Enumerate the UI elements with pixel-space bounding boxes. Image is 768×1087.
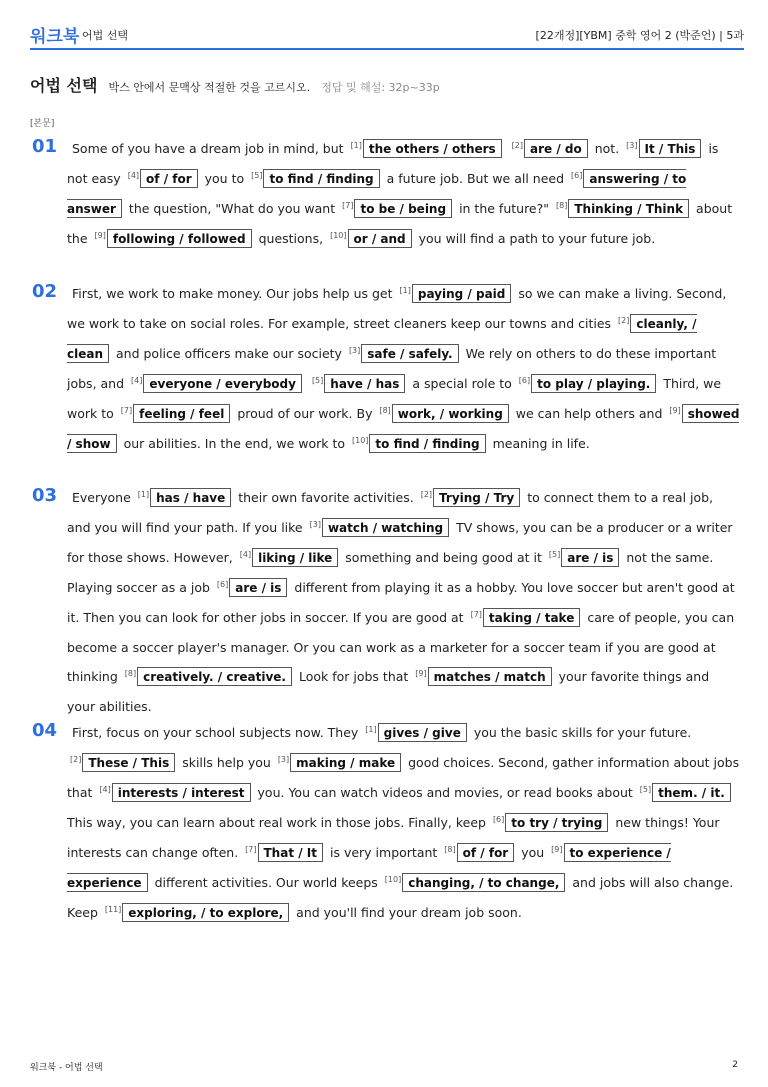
choice-box[interactable]: or / and <box>348 229 412 248</box>
instruction-text: 박스 안에서 문맥상 적절한 것을 고르시오. <box>108 81 311 94</box>
passage-text-run: your favorite things and your abilities. <box>67 669 710 714</box>
choice-blank[interactable] <box>128 376 305 391</box>
choice-blank[interactable] <box>275 755 404 770</box>
passage-text <box>67 279 740 459</box>
passage-number: 01 <box>32 136 58 157</box>
passage-text-run: you <box>521 845 545 860</box>
passage-text-run: Look for jobs that <box>298 669 409 684</box>
choice-blank[interactable] <box>118 406 234 421</box>
choice-blank[interactable] <box>441 845 517 860</box>
blank-number: [3] <box>626 141 638 150</box>
blank-number: [11] <box>104 905 122 914</box>
passage-text-run: to connect them to a real job, and you will find your path. If you like <box>67 490 714 535</box>
passage-text-run: Third, we work to <box>67 376 722 421</box>
answer-reference: 정답 및 해설: 32p~33p <box>321 81 440 94</box>
choice-box[interactable]: them. / it. <box>652 783 731 802</box>
footer-title: 워크북 - 어법 선택 <box>30 1063 103 1073</box>
choice-box[interactable]: Thinking / Think <box>568 199 689 218</box>
choice-box[interactable]: to play / playing. <box>531 374 656 393</box>
choice-box[interactable]: has / have <box>150 488 231 507</box>
passage-text-run: Some of you have a dream job in mind, but <box>72 141 344 156</box>
choice-box[interactable]: changing, / to change, <box>402 873 565 892</box>
passage-text-run: care of people, you can become a soccer player's manager. Or you can work as a marketer for a soccer team if you are good at thinking <box>67 610 735 684</box>
choice-blank[interactable] <box>516 376 660 391</box>
choice-box[interactable]: cleanly, / clean <box>67 314 697 363</box>
choice-box[interactable]: It / This <box>639 139 702 158</box>
passage-text-run: skills help you <box>182 755 271 770</box>
choice-blank[interactable] <box>242 845 326 860</box>
passage-text-run: their own favorite activities. <box>238 490 414 505</box>
choice-box[interactable]: are / is <box>561 548 619 567</box>
choice-box[interactable]: taking / take <box>483 608 580 627</box>
choice-blank[interactable] <box>468 610 584 625</box>
passage-text-run: you the basic skills for your future. <box>473 725 692 740</box>
blank-number: [4] <box>131 376 143 385</box>
blank-number: [2] <box>511 141 524 150</box>
blank-number: [9] <box>669 406 681 415</box>
blank-number: [2] <box>420 490 433 499</box>
blank-number: [6] <box>492 815 505 824</box>
blank-number: [5] <box>251 171 263 180</box>
blank-number: [9] <box>551 845 563 854</box>
blank-number: [4] <box>127 171 140 180</box>
blank-number: [5] <box>311 376 324 385</box>
choice-blank[interactable] <box>553 201 692 216</box>
passage-section-04 <box>28 718 740 928</box>
blank-number: [2] <box>70 755 82 764</box>
choice-box[interactable]: These / This <box>82 753 175 772</box>
choice-blank[interactable] <box>125 171 201 186</box>
choice-blank[interactable] <box>397 286 515 301</box>
blank-number: [7] <box>245 845 257 854</box>
passage-text-run: the question, "What do you want <box>128 201 336 216</box>
passage-section-02 <box>28 279 740 459</box>
passage-text <box>67 718 740 928</box>
choice-blank[interactable] <box>349 436 489 451</box>
choice-box[interactable]: watch / watching <box>322 518 449 537</box>
passage-text-run: is not easy <box>67 141 719 186</box>
choice-blank[interactable] <box>546 550 623 565</box>
choice-box[interactable]: everyone / everybody <box>143 374 302 393</box>
choice-box[interactable]: following / followed <box>107 229 252 248</box>
choice-box[interactable]: to find / finding <box>263 169 379 188</box>
choice-box[interactable]: interests / interest <box>112 783 251 802</box>
passage-text-run: We rely on others to do these important jobs, and <box>67 346 717 391</box>
page-number: 2 <box>732 1060 738 1070</box>
choice-box[interactable]: showed / show <box>67 404 739 453</box>
choice-blank[interactable] <box>92 231 255 246</box>
choice-box[interactable]: answering / to answer <box>67 169 686 218</box>
choice-blank[interactable] <box>327 231 415 246</box>
choice-blank[interactable] <box>135 490 234 505</box>
blank-number: [8] <box>124 669 137 678</box>
choice-blank[interactable] <box>362 725 470 740</box>
passage-text-run: is very important <box>330 845 438 860</box>
choice-box[interactable]: liking / like <box>252 548 338 567</box>
choice-box[interactable]: are / is <box>229 578 287 597</box>
choice-box[interactable]: the others / others <box>363 139 502 158</box>
passage-text-run: different from playing it as a hobby. You love soccer but aren't good at it. Then you can look for other jobs in soccer. If you are good at <box>67 580 735 625</box>
passage-number: 03 <box>32 485 58 506</box>
passage-text-run: and jobs will also change. Keep <box>67 875 734 920</box>
blank-number: [5] <box>548 550 561 559</box>
choice-box[interactable]: work, / working <box>392 404 509 423</box>
choice-blank[interactable] <box>412 669 554 684</box>
blank-number: [8] <box>379 406 391 415</box>
passage-section-01 <box>28 134 740 254</box>
passage-text-run: good choices. Second, gather information about jobs that <box>67 755 740 800</box>
passage-number: 02 <box>32 281 58 302</box>
choice-blank[interactable] <box>346 346 462 361</box>
passage-text-run: and you'll find your dream job soon. <box>296 905 522 920</box>
blank-number: [9] <box>415 669 427 678</box>
passage-text <box>67 134 740 254</box>
passage-text-run: This way, you can learn about real work in those jobs. Finally, keep <box>67 815 486 830</box>
passage-text-run: not the same. Playing soccer as a job <box>67 550 714 595</box>
passage-text-run: First, focus on your school subjects now. They <box>72 725 359 740</box>
choice-box[interactable]: gives / give <box>378 723 467 742</box>
choice-box[interactable]: paying / paid <box>412 284 512 303</box>
blank-number: [4] <box>99 785 111 794</box>
brand-title: 워크북 <box>30 27 80 47</box>
choice-blank[interactable] <box>307 520 452 535</box>
passage-text-run: Everyone <box>72 490 131 505</box>
choice-blank[interactable] <box>418 490 524 505</box>
choice-box[interactable]: feeling / feel <box>133 404 230 423</box>
passage-text-run: TV shows, you can be a producer or a writer for those shows. However, <box>67 520 733 565</box>
choice-box[interactable]: creatively. / creative. <box>137 667 292 686</box>
passage-section-03 <box>28 483 740 721</box>
choice-box[interactable]: matches / match <box>428 667 552 686</box>
passage-text-run: we can help others and <box>515 406 663 421</box>
choice-box[interactable]: to try / trying <box>505 813 608 832</box>
choice-blank[interactable] <box>376 406 511 421</box>
choice-box[interactable]: safe / safely. <box>361 344 458 363</box>
blank-number: [4] <box>239 550 252 559</box>
blank-number: [2] <box>618 316 630 325</box>
brand-subtitle: 어법 선택 <box>82 29 129 42</box>
passage-text-run: proud of our work. By <box>237 406 373 421</box>
blank-number: [10] <box>330 231 347 240</box>
blank-number: [8] <box>556 201 568 210</box>
choice-blank[interactable] <box>348 141 505 156</box>
passage-text-run: our abilities. In the end, we work to <box>123 436 346 451</box>
passage-text-run: not. <box>594 141 620 156</box>
passage-text-run: something and being good at it <box>345 550 542 565</box>
blank-number: [1] <box>137 490 150 499</box>
choice-blank[interactable] <box>339 201 455 216</box>
blank-number: [6] <box>571 171 583 180</box>
passage-text-run: meaning in life. <box>492 436 590 451</box>
blank-number: [3] <box>309 520 321 529</box>
page-header <box>30 18 744 50</box>
choice-box[interactable]: to experience / experience <box>67 843 671 892</box>
choice-blank[interactable] <box>490 815 611 830</box>
passage-text <box>67 483 740 721</box>
choice-blank[interactable] <box>623 141 704 156</box>
choice-blank[interactable] <box>67 755 178 770</box>
blank-number: [7] <box>342 201 354 210</box>
passage-text-run: about the <box>67 201 733 246</box>
course-info: [22개정][YBM] 중학 영어 2 (박준언) | 5과 <box>535 29 744 42</box>
choice-blank[interactable] <box>382 875 569 890</box>
passage-text-run: questions, <box>258 231 324 246</box>
blank-number: [7] <box>470 610 482 619</box>
passage-text-run: in the future?" <box>459 201 550 216</box>
choice-blank[interactable] <box>214 580 291 595</box>
choice-blank[interactable] <box>248 171 383 186</box>
choice-blank[interactable] <box>309 376 408 391</box>
choice-box[interactable]: making / make <box>290 753 401 772</box>
blank-number: [6] <box>518 376 531 385</box>
blank-number: [1] <box>365 725 377 734</box>
blank-number: [3] <box>348 346 361 355</box>
choice-box[interactable]: to find / finding <box>369 434 485 453</box>
passage-number: 04 <box>32 720 58 741</box>
choice-blank[interactable] <box>509 141 591 156</box>
choice-box[interactable]: of / for <box>457 843 515 862</box>
passage-text-run: you will find a path to your future job. <box>418 231 656 246</box>
passage-text-run: and police officers make our society <box>116 346 342 361</box>
blank-number: [9] <box>94 231 106 240</box>
blank-number: [1] <box>350 141 362 150</box>
blank-number: [10] <box>352 436 369 445</box>
choice-box[interactable]: have / has <box>324 374 405 393</box>
blank-number: [1] <box>399 286 411 295</box>
blank-number: [10] <box>384 875 402 884</box>
page-title: 어법 선택 <box>30 76 98 95</box>
choice-box[interactable]: are / do <box>524 139 588 158</box>
choice-blank[interactable] <box>102 905 292 920</box>
choice-box[interactable]: That / It <box>258 843 324 862</box>
passage-text-run: a special role to <box>412 376 512 391</box>
choice-box[interactable]: to be / being <box>354 199 452 218</box>
choice-blank[interactable] <box>122 669 295 684</box>
passage-text-run: so we can make a living. Second, we work to take on social roles. For example, street cleaners keep our towns and cities <box>67 286 727 331</box>
blank-number: [7] <box>120 406 133 415</box>
passage-text-run: First, we work to make money. Our jobs help us get <box>72 286 393 301</box>
choice-box[interactable]: of / for <box>140 169 198 188</box>
blank-number: [5] <box>639 785 652 794</box>
source-label: [본문] <box>30 119 55 129</box>
passage-text-run: a future job. But we all need <box>386 171 565 186</box>
passage-text-run: new things! Your interests can change often. <box>67 815 720 860</box>
passage-text-run: you. You can watch videos and movies, or read books about <box>257 785 633 800</box>
choice-blank[interactable] <box>237 550 342 565</box>
choice-box[interactable]: exploring, / to explore, <box>122 903 289 922</box>
passage-text-run: you to <box>204 171 245 186</box>
choice-box[interactable]: Trying / Try <box>433 488 520 507</box>
page-title-row <box>30 73 440 96</box>
blank-number: [8] <box>444 845 456 854</box>
blank-number: [6] <box>216 580 229 589</box>
choice-blank[interactable] <box>637 785 734 800</box>
blank-number: [3] <box>277 755 290 764</box>
choice-blank[interactable] <box>96 785 253 800</box>
passage-text-run: different activities. Our world keeps <box>154 875 378 890</box>
